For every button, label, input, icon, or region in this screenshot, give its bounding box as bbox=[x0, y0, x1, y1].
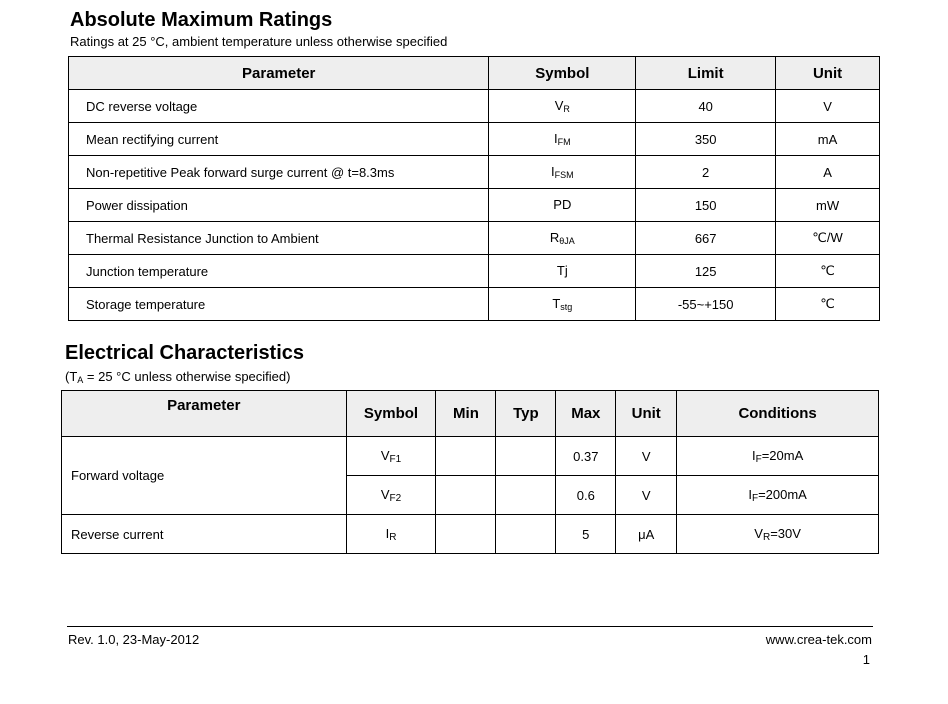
cell-limit: 40 bbox=[636, 90, 776, 123]
cell-unit: ℃ bbox=[776, 288, 880, 321]
table-row bbox=[69, 123, 880, 156]
cell-parameter: DC reverse voltage bbox=[69, 90, 489, 123]
cell-max: 0.6 bbox=[556, 476, 616, 515]
symbol-main: I bbox=[554, 131, 558, 146]
cell-max: 5 bbox=[556, 515, 616, 554]
cell-symbol bbox=[346, 437, 436, 476]
header-max: Max bbox=[556, 391, 616, 437]
condition-symbol: I bbox=[751, 447, 756, 463]
cell-symbol bbox=[489, 222, 636, 255]
cell-parameter: Junction temperature bbox=[69, 255, 489, 288]
cell-min bbox=[436, 476, 496, 515]
table-header-row bbox=[69, 57, 880, 90]
cell-unit: V bbox=[776, 90, 880, 123]
symbol-subscript: F1 bbox=[389, 453, 402, 465]
cell-parameter: Mean rectifying current bbox=[69, 123, 489, 156]
section-title-electrical-characteristics: Electrical Characteristics bbox=[65, 342, 305, 364]
condition-value: =200mA bbox=[758, 486, 807, 502]
cell-unit: V bbox=[616, 437, 677, 476]
header-parameter: Parameter bbox=[62, 391, 347, 437]
condition-subscript: F bbox=[755, 453, 762, 465]
table-row bbox=[69, 189, 880, 222]
cell-unit: A bbox=[776, 156, 880, 189]
section-subtitle: Ratings at 25 °C, ambient temperature unless otherwise specified bbox=[70, 34, 448, 49]
cell-limit: -55~+150 bbox=[636, 288, 776, 321]
cell-parameter: Power dissipation bbox=[69, 189, 489, 222]
cell-parameter-reverse-current: Reverse current bbox=[62, 515, 347, 554]
symbol-subscript: θJA bbox=[559, 236, 575, 246]
symbol-main: Tj bbox=[556, 263, 568, 278]
electrical-characteristics-table bbox=[61, 390, 879, 554]
cell-limit: 667 bbox=[636, 222, 776, 255]
header-limit: Limit bbox=[636, 57, 776, 90]
symbol-main: I bbox=[385, 525, 390, 541]
symbol-subscript: R bbox=[389, 531, 397, 543]
table-row bbox=[69, 255, 880, 288]
header-symbol: Symbol bbox=[346, 391, 436, 437]
cell-unit: ℃/W bbox=[776, 222, 880, 255]
subtitle-sub: A bbox=[77, 375, 84, 385]
header-conditions: Conditions bbox=[677, 391, 879, 437]
page-number: 1 bbox=[862, 652, 870, 667]
section-title-absolute-maximum-ratings: Absolute Maximum Ratings bbox=[70, 9, 333, 31]
cell-symbol bbox=[346, 476, 436, 515]
header-min: Min bbox=[436, 391, 496, 437]
table-header-row bbox=[62, 391, 879, 437]
header-parameter: Parameter bbox=[69, 57, 489, 90]
symbol-main: V bbox=[380, 447, 390, 463]
cell-min bbox=[436, 437, 496, 476]
cell-symbol bbox=[346, 515, 436, 554]
cell-conditions bbox=[677, 437, 879, 476]
symbol-main: T bbox=[552, 296, 561, 311]
symbol-subscript: F2 bbox=[389, 492, 402, 504]
subtitle-prefix: (T bbox=[65, 369, 78, 384]
condition-subscript: F bbox=[751, 492, 759, 504]
section-subtitle-conditions bbox=[65, 369, 290, 385]
absolute-maximum-ratings-table bbox=[68, 56, 880, 321]
cell-symbol bbox=[489, 90, 636, 123]
table-row bbox=[69, 288, 880, 321]
cell-max: 0.37 bbox=[556, 437, 616, 476]
condition-symbol: I bbox=[748, 486, 752, 502]
cell-symbol bbox=[489, 156, 636, 189]
cell-typ bbox=[496, 437, 556, 476]
footer-revision: Rev. 1.0, 23-May-2012 bbox=[68, 632, 200, 647]
cell-limit: 150 bbox=[636, 189, 776, 222]
symbol-subscript: FSM bbox=[554, 170, 574, 180]
cell-parameter: Storage temperature bbox=[69, 288, 489, 321]
cell-symbol bbox=[489, 255, 636, 288]
header-unit: Unit bbox=[616, 391, 677, 437]
cell-limit: 2 bbox=[636, 156, 776, 189]
cell-parameter: Thermal Resistance Junction to Ambient bbox=[69, 222, 489, 255]
symbol-subscript: R bbox=[563, 104, 570, 114]
symbol-main: R bbox=[549, 230, 560, 245]
symbol-subscript: FM bbox=[557, 137, 571, 147]
cell-typ bbox=[496, 476, 556, 515]
cell-symbol bbox=[489, 189, 636, 222]
table-row bbox=[62, 515, 879, 554]
cell-conditions bbox=[677, 476, 879, 515]
cell-limit: 125 bbox=[636, 255, 776, 288]
cell-unit: V bbox=[616, 476, 677, 515]
condition-value: =30V bbox=[770, 525, 801, 541]
table-row bbox=[69, 222, 880, 255]
footer-divider bbox=[67, 626, 873, 627]
symbol-subscript: stg bbox=[560, 302, 573, 312]
cell-unit: mW bbox=[776, 189, 880, 222]
symbol-main: I bbox=[551, 164, 555, 179]
cell-limit: 350 bbox=[636, 123, 776, 156]
header-typ: Typ bbox=[496, 391, 556, 437]
cell-unit: mA bbox=[776, 123, 880, 156]
header-symbol: Symbol bbox=[489, 57, 636, 90]
header-unit: Unit bbox=[776, 57, 880, 90]
table-row bbox=[62, 437, 879, 476]
cell-unit: μA bbox=[616, 515, 677, 554]
cell-parameter-forward-voltage: Forward voltage bbox=[62, 437, 347, 515]
cell-conditions bbox=[677, 515, 879, 554]
subtitle-rest: = 25 °C unless otherwise specified) bbox=[83, 369, 291, 384]
condition-subscript: R bbox=[762, 531, 771, 543]
symbol-main: V bbox=[380, 486, 390, 502]
cell-symbol bbox=[489, 123, 636, 156]
cell-min bbox=[436, 515, 496, 554]
condition-value: =20mA bbox=[761, 447, 804, 463]
table-row bbox=[69, 90, 880, 123]
cell-typ bbox=[496, 515, 556, 554]
condition-symbol: V bbox=[754, 525, 763, 541]
symbol-main: PD bbox=[553, 197, 572, 212]
symbol-main: V bbox=[554, 98, 564, 113]
footer-website: www.crea-tek.com bbox=[765, 632, 872, 647]
cell-parameter: Non-repetitive Peak forward surge current @ t=8.3ms bbox=[69, 156, 489, 189]
cell-unit: ℃ bbox=[776, 255, 880, 288]
cell-symbol bbox=[489, 288, 636, 321]
table-row bbox=[69, 156, 880, 189]
